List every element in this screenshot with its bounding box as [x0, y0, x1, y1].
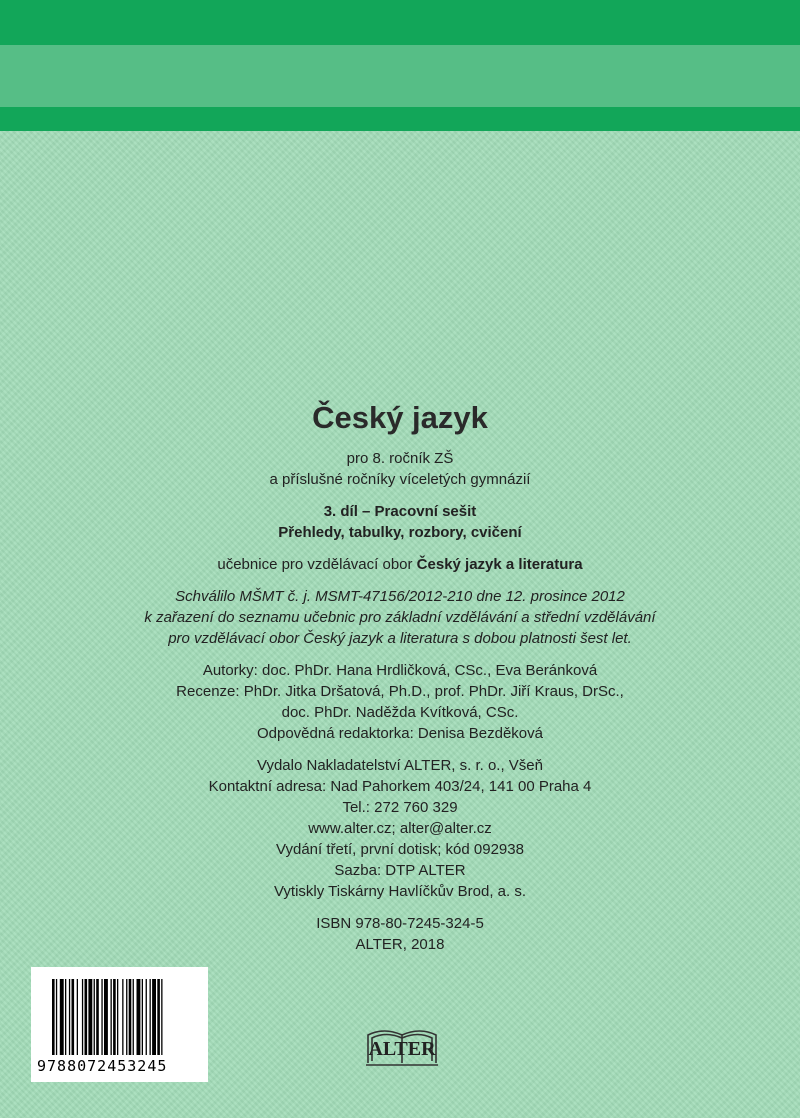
barcode-bar	[96, 979, 99, 1055]
subtitle-line-1: pro 8. ročník ZŠ	[346, 450, 454, 467]
barcode-bar	[146, 979, 147, 1055]
subject-prefix: učebnice pro vzdělávací obor	[217, 556, 417, 573]
barcode-bar	[122, 979, 123, 1055]
subtitle-block	[0, 448, 800, 490]
barcode-bar	[104, 979, 108, 1055]
approval-line: Schválilo MŠMT č. j. MSMT-47156/2012-210 dne 12. prosince 2012	[175, 588, 625, 605]
publisher-block	[0, 755, 800, 902]
publisher-line: Vytiskly Tiskárny Havlíčkův Brod, a. s.	[273, 883, 526, 900]
publisher-line: Kontaktní adresa: Nad Pahorkem 403/24, 141 00 Praha 4	[208, 778, 592, 795]
barcode-bar	[101, 979, 102, 1055]
barcode-bar	[117, 979, 118, 1055]
back-cover-text	[0, 398, 800, 966]
barcode-bar	[161, 979, 162, 1055]
barcode-bar	[111, 979, 112, 1055]
publisher-line: Sazba: DTP ALTER	[334, 862, 466, 879]
barcode-bar	[157, 979, 160, 1055]
barcode-bar	[56, 979, 57, 1055]
barcode-bar	[113, 979, 116, 1055]
publisher-line: Tel.: 272 760 329	[342, 799, 458, 816]
barcode-bar	[94, 979, 95, 1055]
approval-block	[0, 586, 800, 649]
barcode-bar	[65, 979, 66, 1055]
subject-line	[0, 554, 800, 575]
part-line-1: 3. díl – Pracovní sešit	[323, 503, 477, 520]
barcode-bar	[126, 979, 127, 1055]
publisher-line: Vydání třetí, první dotisk; kód 092938	[276, 841, 524, 858]
publisher-line: Vydalo Nakladatelství ALTER, s. r. o., Všeň	[257, 757, 543, 774]
imprint-text: ALTER, 2018	[355, 936, 445, 953]
credits-block	[0, 660, 800, 744]
isbn-text: ISBN 978-80-7245-324-5	[316, 915, 484, 932]
credits-line: doc. PhDr. Naděžda Kvítková, CSc.	[281, 704, 519, 721]
part-line-2: Přehledy, tabulky, rozbory, cvičení	[278, 524, 522, 541]
barcode-bar	[152, 979, 156, 1055]
bottom-green-band	[0, 107, 800, 131]
credits-line: Odpovědná redaktorka: Denisa Bezděková	[256, 725, 543, 742]
credits-line: Autorky: doc. PhDr. Hana Hrdličková, CSc., Eva Beránková	[202, 662, 598, 679]
barcode-bar	[52, 979, 55, 1055]
barcode-bar	[60, 979, 64, 1055]
barcode-bar	[150, 979, 151, 1055]
barcode-bar	[85, 979, 88, 1055]
barcode-bar	[82, 979, 83, 1055]
subtitle-line-2: a příslušné ročníky víceletých gymnázií	[269, 471, 531, 488]
isbn-block	[0, 913, 800, 955]
barcode-bar	[72, 979, 75, 1055]
approval-line: k zařazení do seznamu učebnic pro základní vzdělávání a střední vzdělávání	[144, 609, 656, 626]
barcode-bar	[69, 979, 70, 1055]
publisher-line: www.alter.cz; alter@alter.cz	[308, 820, 492, 837]
part-block	[0, 501, 800, 543]
barcode-bars	[52, 979, 202, 1055]
approval-line: pro vzdělávací obor Český jazyk a literatura s dobou platnosti šest let.	[168, 630, 632, 647]
barcode-bar	[77, 979, 78, 1055]
logo-text: ALTER	[368, 1038, 436, 1060]
barcode-bar	[88, 979, 92, 1055]
book-title: Český jazyk	[312, 400, 488, 435]
barcode-bar	[129, 979, 132, 1055]
credits-line: Recenze: PhDr. Jitka Dršatová, Ph.D., prof. PhDr. Jiří Kraus, DrSc.,	[176, 683, 624, 700]
alter-logo	[362, 1013, 442, 1069]
subject-name: Český jazyk a literatura	[416, 556, 583, 573]
barcode-digits: 9788072453245	[37, 1057, 168, 1075]
middle-light-band	[0, 45, 800, 107]
top-green-band	[0, 0, 800, 45]
barcode-bar	[142, 979, 143, 1055]
barcode-bar	[137, 979, 141, 1055]
barcode	[31, 967, 208, 1082]
barcode-bar	[133, 979, 134, 1055]
